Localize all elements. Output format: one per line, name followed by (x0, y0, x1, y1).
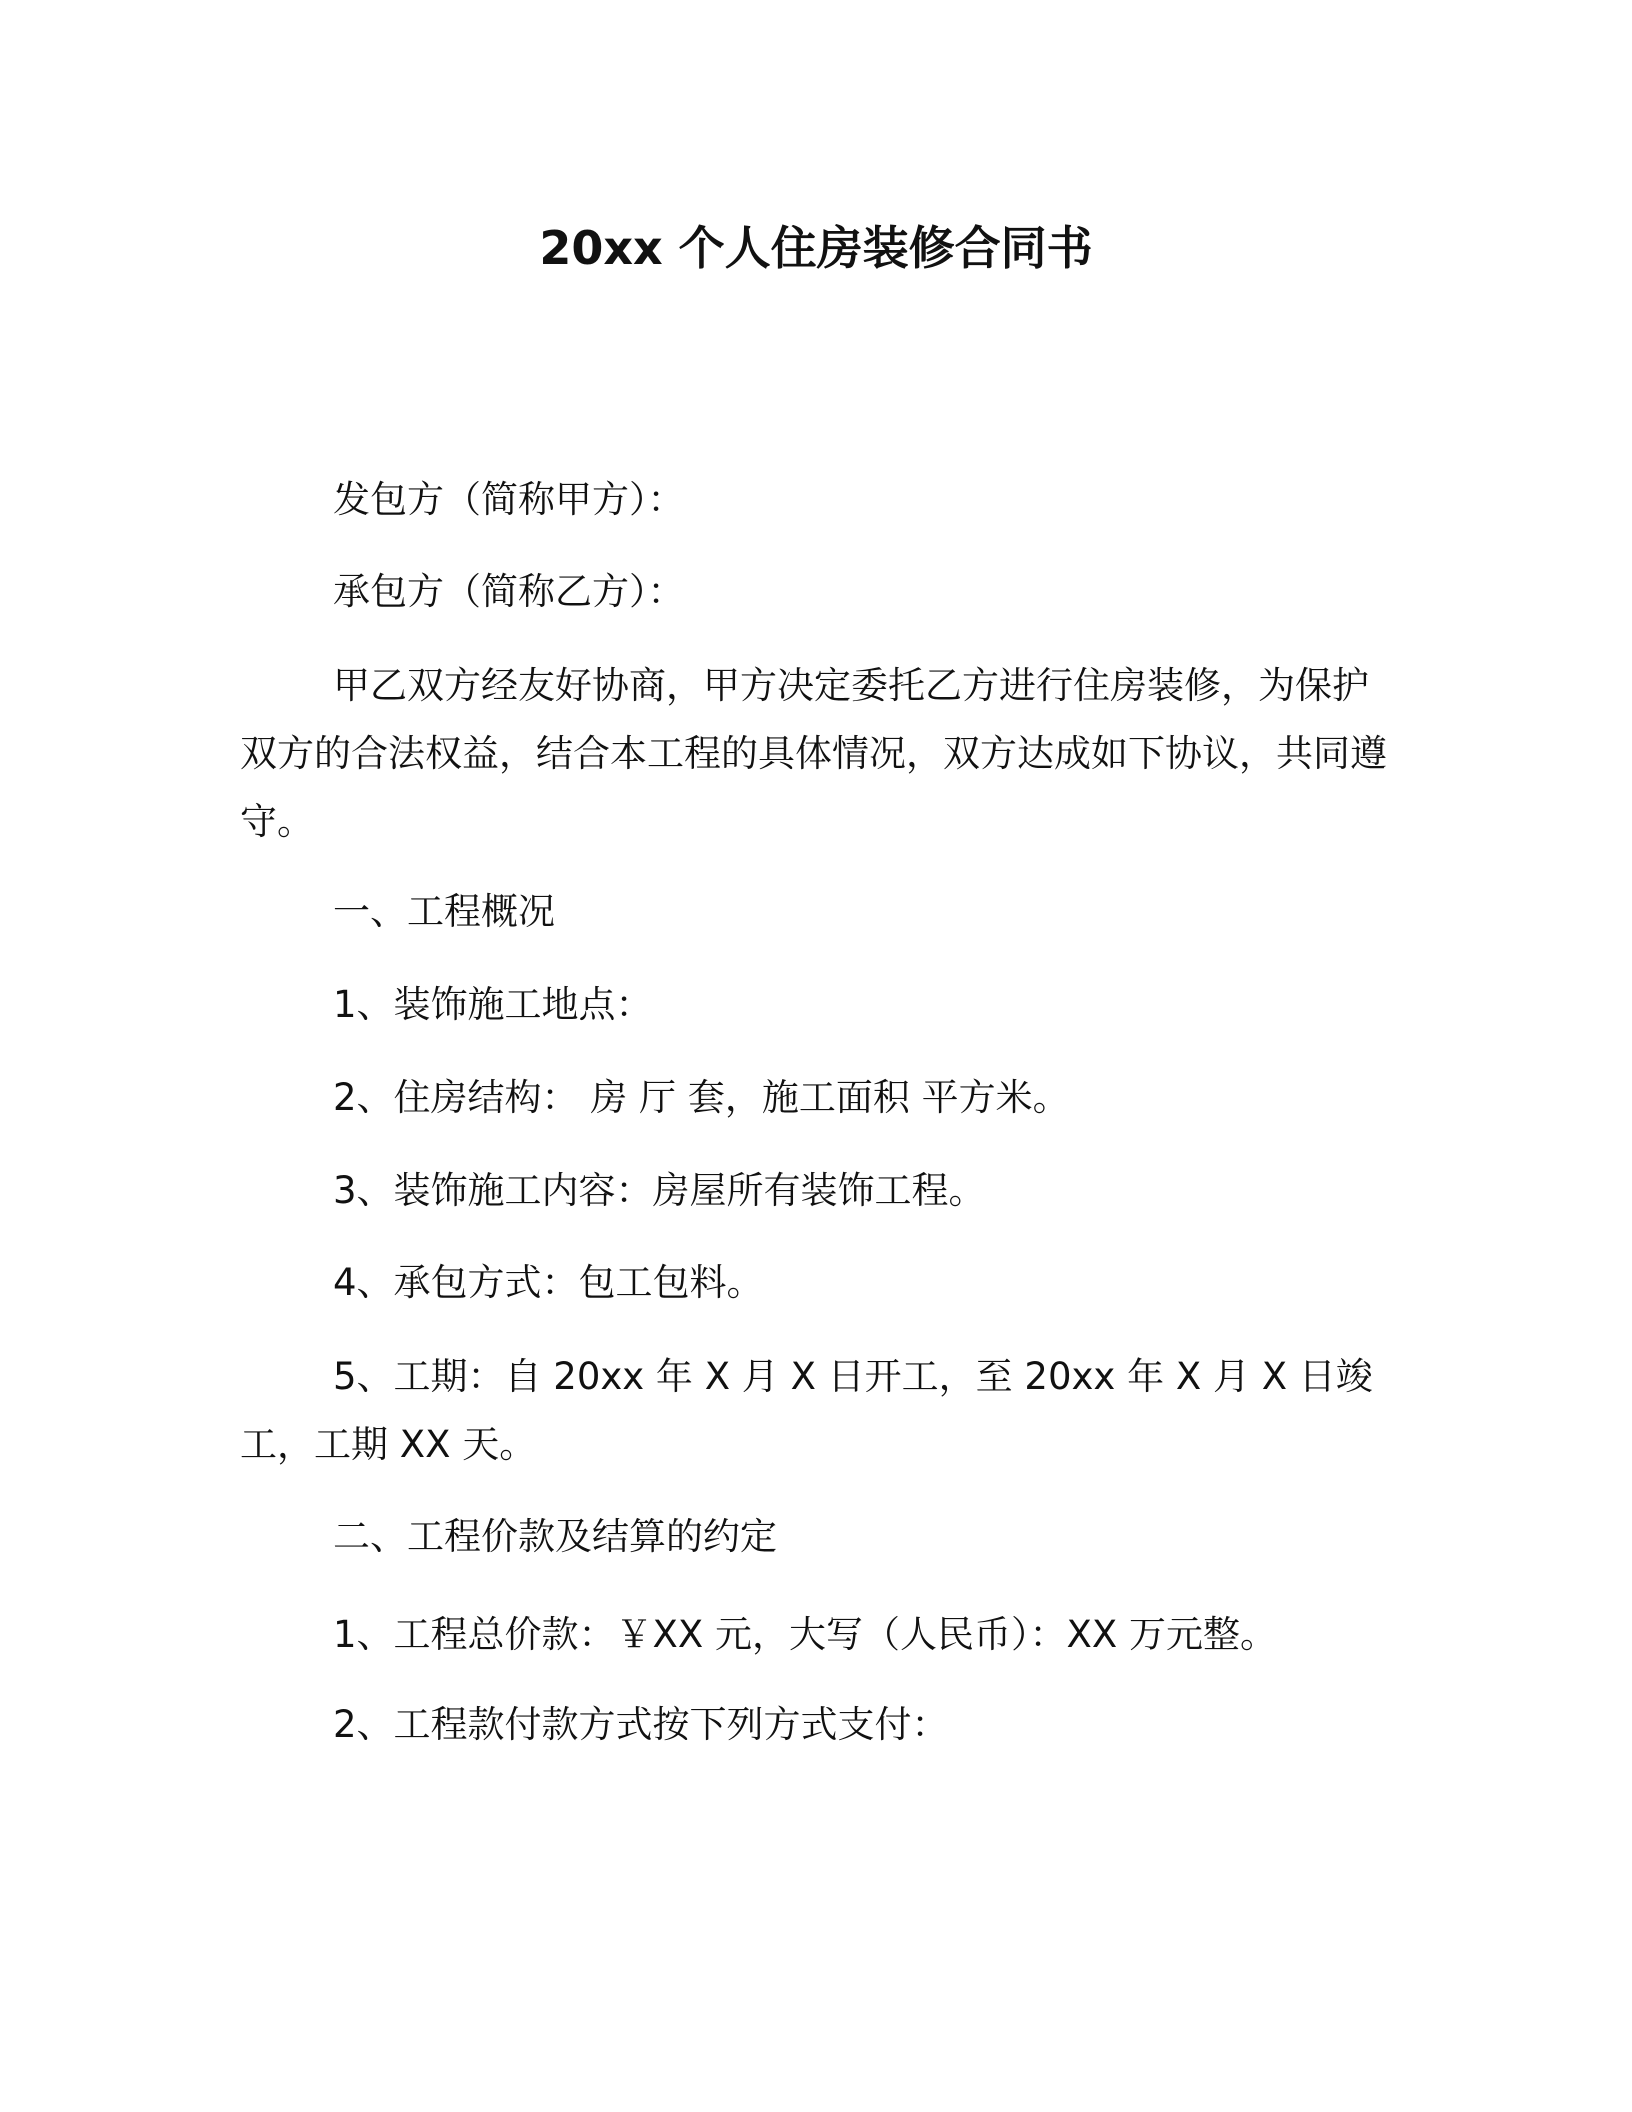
clause-2-1: 1、工程总价款：￥XX 元，大写（人民币）：XX 万元整。 (333, 1613, 1277, 1656)
intro-paragraph: 甲乙双方经友好协商，甲方决定委托乙方进行住房装修，为保护双方的合法权益，结合本工程的具体情况，双方达成如下协议，共同遵守。 (240, 664, 1387, 843)
section-2-heading: 二、工程价款及结算的约定 (333, 1515, 777, 1558)
document-title: 20xx 个人住房装修合同书 (539, 221, 1093, 275)
clause-1-3: 3、装饰施工内容：房屋所有装饰工程。 (333, 1169, 986, 1212)
clause-1-1: 1、装饰施工地点： (333, 983, 653, 1026)
party-a-line: 发包方（简称甲方）： (333, 478, 685, 521)
clause-1-5: 5、工期：自 20xx 年 X 月 X 日开工，至 20xx 年 X 月 X 日竣工，工期 XX 天。 (240, 1355, 1373, 1466)
clause-1-4: 4、承包方式：包工包料。 (333, 1261, 764, 1304)
clause-2-2: 2、工程款付款方式按下列方式支付： (333, 1703, 949, 1746)
section-1-heading: 一、工程概况 (333, 890, 555, 933)
party-b-line: 承包方（简称乙方）： (333, 570, 685, 613)
clause-1-2: 2、住房结构： 房 厅 套，施工面积 平方米。 (333, 1076, 1070, 1119)
